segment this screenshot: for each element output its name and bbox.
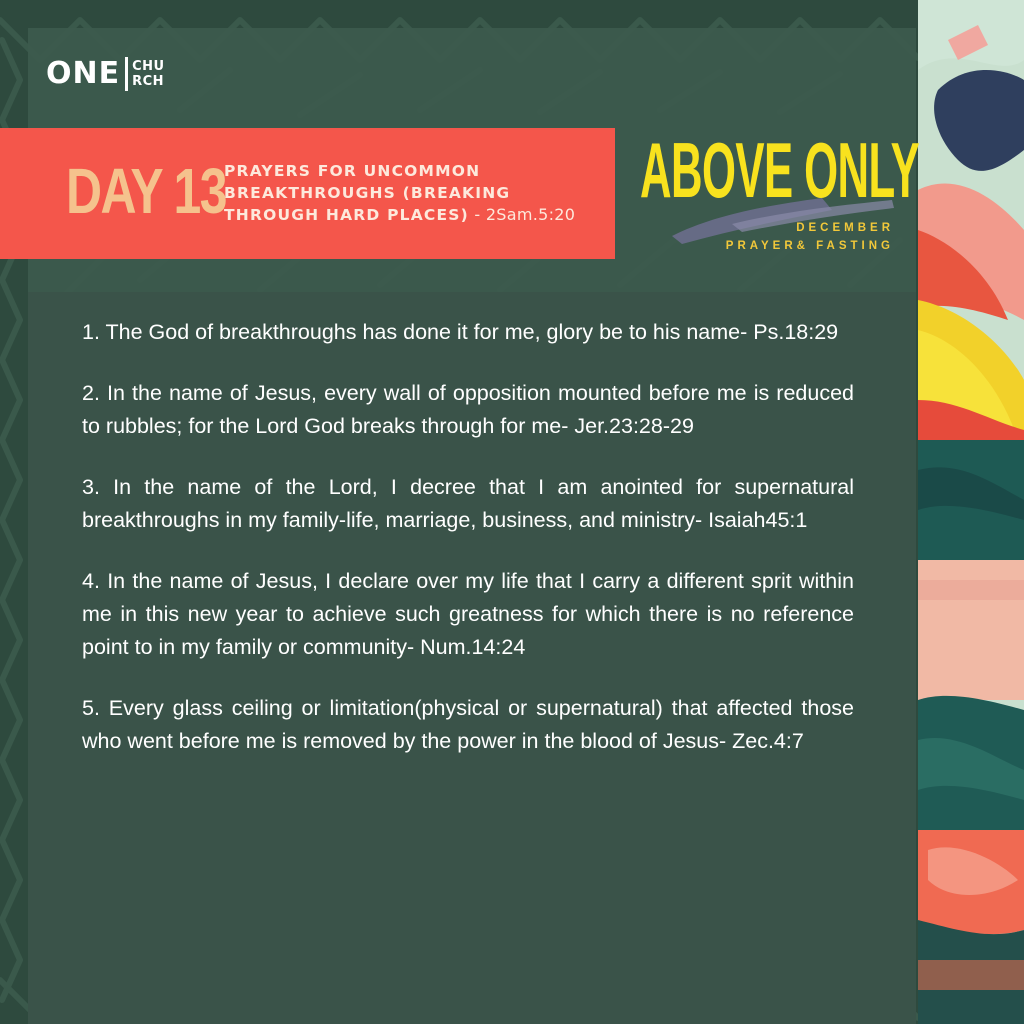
day-reference: 2Sam.5:20 xyxy=(485,205,576,224)
day-title-separator: - xyxy=(468,205,486,224)
logo-sub-line1: CHU xyxy=(132,59,165,74)
campaign-subtitle-line1: DECEMBER xyxy=(796,222,894,234)
logo-wordmark: ONE xyxy=(46,56,121,91)
campaign-title: ABOVE ONLY xyxy=(640,126,920,214)
abstract-painting xyxy=(918,0,1024,1024)
prayer-list xyxy=(82,316,854,786)
prayer-item: 3. In the name of the Lord, I decree that I am anointed for supernatural breakthroughs in my family-life, marriage, business, and ministry- Isaiah45:1 xyxy=(82,475,854,532)
day-title xyxy=(224,160,610,226)
logo-sub-line2: RCH xyxy=(132,74,165,89)
day-label: DAY 13 xyxy=(66,155,226,227)
church-logo[interactable] xyxy=(46,56,165,92)
prayer-item: 2. In the name of Jesus, every wall of opposition mounted before me is reduced to rubbles; for the Lord God breaks through for me- Jer.23:28-29 xyxy=(82,381,854,438)
logo-subtext xyxy=(132,59,164,89)
prayer-item: 5. Every glass ceiling or limitation(physical or supernatural) that affected those who went before me is removed by the power in the blood of Jesus- Zec.4:7 xyxy=(82,696,854,753)
campaign-branding xyxy=(632,126,920,256)
campaign-subtitle-line2: PRAYER& FASTING xyxy=(725,240,894,252)
prayer-item: 4. In the name of Jesus, I declare over my life that I carry a different sprit within me in this new year to achieve such greatness for which there is no reference point to in my family or community- Num.14:24 xyxy=(82,569,854,659)
day-title-text: PRAYERS FOR UNCOMMON BREAKTHROUGHS (BREAKING THROUGH HARD PLACES) xyxy=(224,162,511,224)
logo-divider xyxy=(125,57,128,91)
prayer-item: 1. The God of breakthroughs has done it for me, glory be to his name- Ps.18:29 xyxy=(82,320,839,344)
